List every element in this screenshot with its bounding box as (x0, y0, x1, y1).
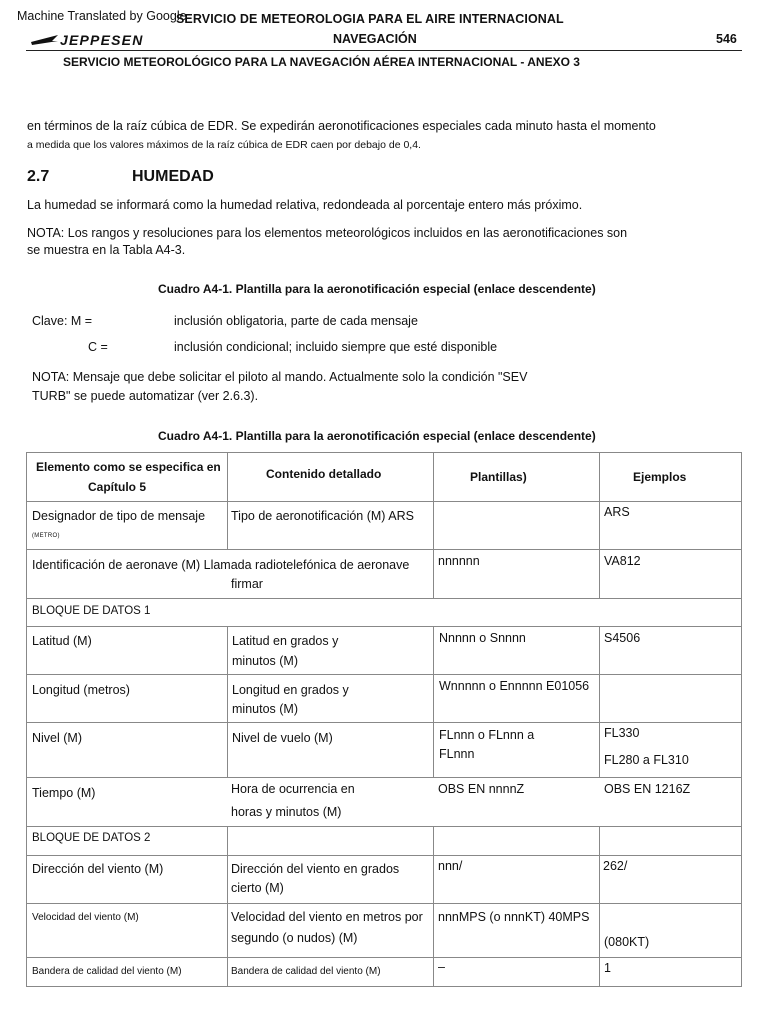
row-divider (26, 626, 742, 627)
logo-text: JEPPESEN (60, 32, 144, 48)
note-ranges-line1: NOTA: Los rangos y resoluciones para los elementos meteorológicos incluidos en las aeronotificaciones son (27, 226, 628, 240)
table-cell: cierto (M) (231, 881, 284, 895)
table-caption-1: Cuadro A4-1. Plantilla para la aeronotificación especial (enlace descendente) (158, 282, 596, 296)
row-divider (26, 777, 742, 778)
table-cell: OBS EN nnnnZ (438, 782, 525, 796)
table-cell: Latitud (M) (32, 634, 92, 648)
table-cell: Nnnnn o Snnnn (439, 631, 526, 645)
row-divider (26, 826, 742, 827)
row-divider (26, 501, 742, 502)
table-cell: nnn/ (438, 859, 463, 873)
row-divider (26, 598, 742, 599)
table-cell: Longitud (metros) (32, 683, 130, 697)
table-cell: Nivel (M) (32, 731, 82, 745)
table-cell: Dirección del viento (M) (32, 862, 164, 876)
col-divider (599, 626, 600, 777)
table-cell: Nivel de vuelo (M) (232, 731, 333, 745)
table-cell: minutos (M) (232, 702, 298, 716)
key-m-description: inclusión obligatoria, parte de cada mensaje (174, 314, 418, 328)
table-cell: firmar (231, 577, 263, 591)
col-divider (433, 626, 434, 777)
key-c-label: C = (88, 340, 108, 354)
table-cell: (080KT) (604, 935, 650, 949)
row-divider (26, 549, 742, 550)
col-divider (227, 626, 228, 777)
table-cell: minutos (M) (232, 654, 298, 668)
section-row-label: BLOQUE DE DATOS 1 (32, 605, 151, 617)
col-divider (433, 826, 434, 986)
paragraph-edr-line1: en términos de la raíz cúbica de EDR. Se expedirán aeronotificaciones especiales cada minuto hasta el momento (27, 119, 656, 133)
table-cell: nnnnnn (438, 554, 480, 568)
key-label: Clave: M = (32, 314, 93, 328)
table-caption-2: Cuadro A4-1. Plantilla para la aeronotificación especial (enlace descendente) (158, 429, 596, 443)
row-divider (26, 674, 742, 675)
table-cell: segundo (o nudos) (M) (231, 931, 358, 945)
table-cell: FLnnn (439, 747, 475, 761)
table-cell: 262/ (603, 859, 628, 873)
section-row-label: BLOQUE DE DATOS 2 (32, 832, 151, 844)
header-col2: Contenido detallado (266, 467, 382, 481)
machine-translated-note: Machine Translated by Google (17, 9, 187, 23)
col-divider (599, 452, 600, 598)
header-col1-line2: Capítulo 5 (88, 480, 147, 494)
table-cell: Latitud en grados y (232, 634, 339, 648)
header-col3: Plantillas) (470, 470, 527, 484)
table-border-left (26, 452, 27, 987)
table-cell: S4506 (604, 631, 641, 645)
table-cell: Velocidad del viento (M) (32, 912, 139, 923)
paragraph-edr-line2: a medida que los valores máximos de la raíz cúbica de EDR caen por debajo de 0,4. (27, 139, 421, 151)
table-cell: (METRO) (32, 533, 60, 539)
table-cell: nnnMPS (o nnnKT) 40MPS (438, 910, 590, 924)
col-divider (227, 826, 228, 986)
header-subtitle: SERVICIO METEOROLÓGICO PARA LA NAVEGACIÓN AÉREA INTERNACIONAL - ANEXO 3 (63, 55, 580, 69)
table-cell: FL280 a FL310 (604, 753, 689, 767)
table-cell: Hora de ocurrencia en (231, 782, 355, 796)
table-cell: Wnnnnn o Ennnnn E01056 (439, 679, 590, 693)
page-number: 546 (716, 32, 737, 46)
table-cell: Tiempo (M) (32, 786, 96, 800)
table-cell: FLnnn o FLnnn a (439, 728, 535, 742)
row-divider (26, 957, 742, 958)
col-divider (227, 452, 228, 549)
jeppesen-logo (30, 33, 170, 47)
col-divider (433, 452, 434, 598)
table-cell: Identificación de aeronave (M) Llamada radiotelefónica de aeronave (32, 558, 410, 572)
table-cell: Designador de tipo de mensaje (32, 509, 206, 523)
table-cell: FL330 (604, 726, 640, 740)
section-number: 2.7 (27, 168, 50, 185)
table-cell: Velocidad del viento en metros por (231, 910, 423, 924)
table-border-right (741, 452, 742, 987)
table-cell: Dirección del viento en grados (231, 862, 400, 876)
note-pilot-line1: NOTA: Mensaje que debe solicitar el piloto al mando. Actualmente solo la condición "SEV (32, 370, 528, 384)
table-cell: Tipo de aeronotificación (M) ARS (231, 509, 414, 523)
key-c-description: inclusión condicional; incluido siempre que esté disponible (174, 340, 498, 354)
jeppesen-swoosh-icon (30, 33, 60, 47)
table-cell: ARS (604, 505, 630, 519)
row-divider (26, 903, 742, 904)
header-rule (26, 50, 742, 51)
table-cell: – (438, 960, 445, 974)
paragraph-humidity: La humedad se informará como la humedad relativa, redondeada al porcentaje entero más próximo. (27, 198, 583, 212)
table-cell: 1 (604, 961, 611, 975)
table-border-top (26, 452, 742, 453)
table-cell: Longitud en grados y (232, 683, 349, 697)
col-divider (599, 826, 600, 986)
header-title-line2: NAVEGACIÓN (333, 32, 417, 46)
header-title-line1: SERVICIO DE METEOROLOGIA PARA EL AIRE INTERNACIONAL (176, 12, 564, 26)
table-cell: VA812 (604, 554, 641, 568)
table-cell: horas y minutos (M) (231, 805, 342, 819)
header-col1-line1: Elemento como se especifica en (36, 460, 221, 474)
table-border-bottom (26, 986, 742, 987)
table-cell: Bandera de calidad del viento (M) (231, 966, 381, 977)
header-col4: Ejemplos (633, 470, 687, 484)
table-cell: Bandera de calidad del viento (M) (32, 966, 182, 977)
section-title: HUMEDAD (132, 168, 214, 185)
note-ranges-line2: se muestra en la Tabla A4-3. (27, 243, 186, 257)
report-template-table (26, 452, 742, 987)
row-divider (26, 855, 742, 856)
table-cell: OBS EN 1216Z (604, 782, 691, 796)
note-pilot-line2: TURB" se puede automatizar (ver 2.6.3). (32, 389, 259, 403)
